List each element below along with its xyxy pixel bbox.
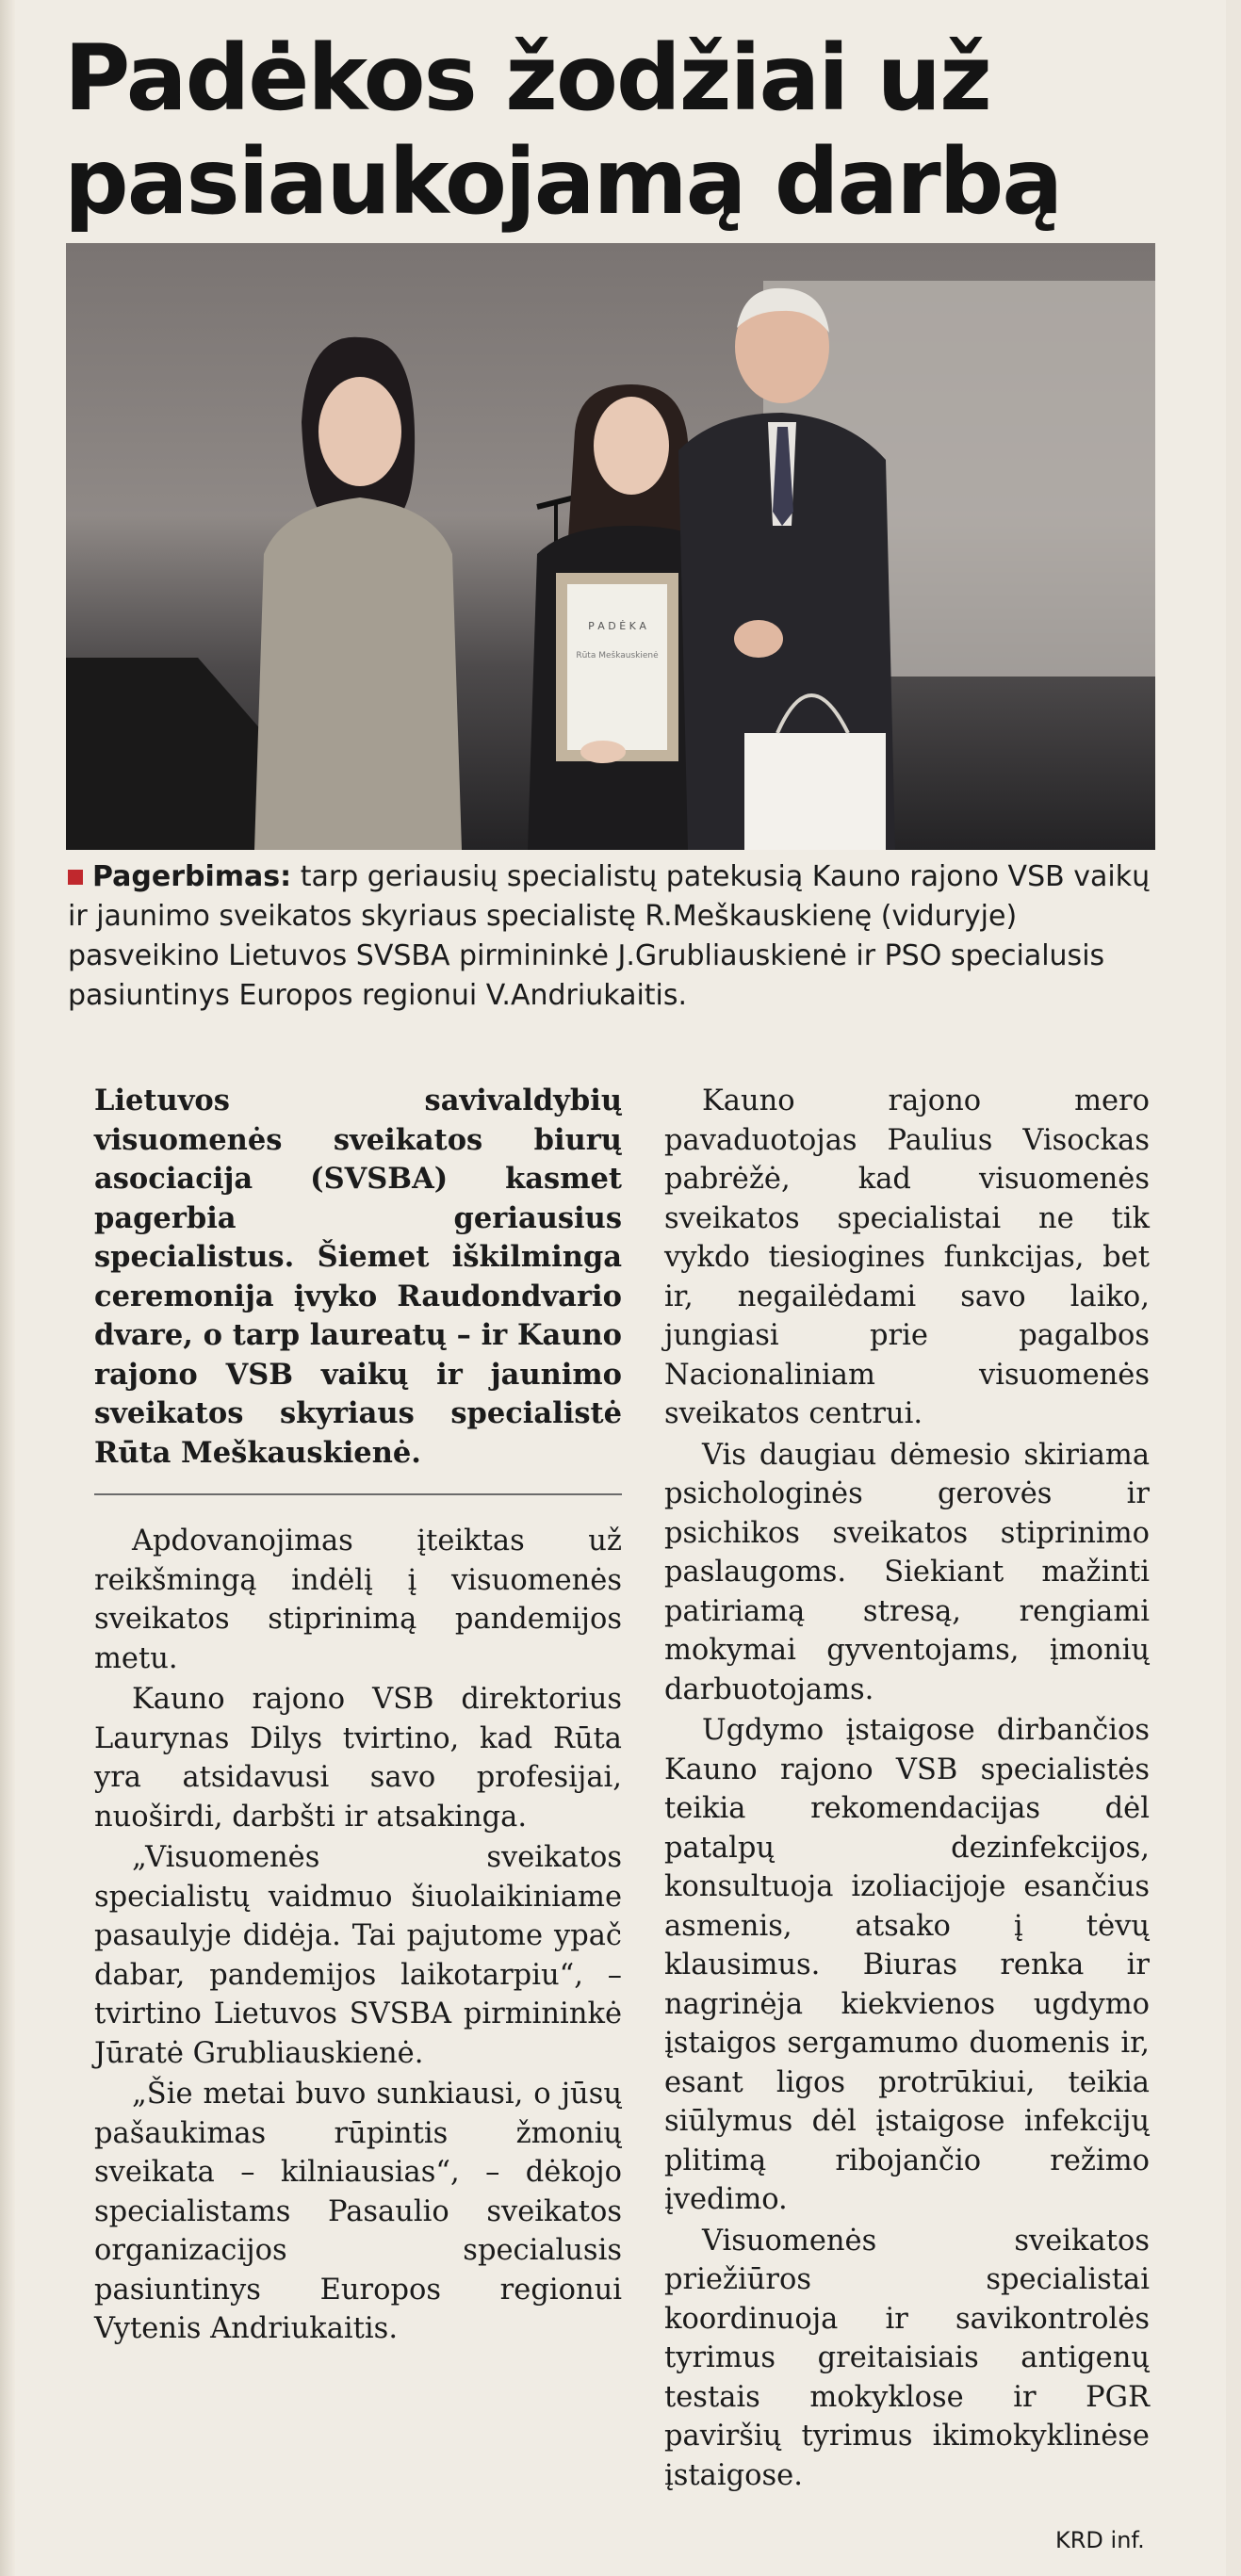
lead-paragraph: Lietuvos savivaldybių visuomenės sveikatos biurų asociacija (SVSBA) kasmet pagerbia geriausius specialistus. Šiemet iškilminga ceremonija įvyko Raudondvario dvare, o tarp laureatų – ir Kauno rajono VSB vaikų ir jaunimo sveikatos skyriaus specialistė Rūta Meškauskienė. (94, 1084, 622, 1470)
caption-bullet (68, 870, 83, 885)
body-paragraph: Kauno rajono VSB direktorius Laurynas Dilys tvirtino, kad Rūta yra atsidavusi savo profesijai, nuoširdi, darbšti ir atsakinga. (94, 1683, 622, 1834)
caption-label: Pagerbimas: (92, 860, 292, 893)
article-column-right (664, 1082, 1150, 2497)
certificate-title: P A D Ė K A (588, 620, 646, 632)
page-edge-right (1226, 0, 1241, 2576)
headline-line-2: pasiaukojamą darbą (64, 129, 1062, 235)
body-paragraph: Vis daugiau dėmesio skiriama psichologinės gerovės ir psichikos sveikatos stiprinimo paslaugoms. Siekiant mažinti patiriamą stresą, rengiami mokymai gyventojams, įmonių darbuotojams. (664, 1438, 1150, 1706)
body-paragraph: „Visuomenės sveikatos specialistų vaidmuo šiuolaikiniame pasaulyje didėja. Tai pajutome ypač dabar, pandemijos laikotarpiu“, – tvirtino Lietuvos SVSBA pirmininkė Jūratė Grubliauskienė. (94, 1841, 622, 2070)
article-column-left (94, 1082, 622, 2351)
headline-line-1: Padėkos žodžiai už (64, 25, 990, 131)
body-paragraph: Kauno rajono mero pavaduotojas Paulius Visockas pabrėžė, kad visuomenės sveikatos specialistai ne tik vykdo tiesiogines funkcijas, bet ir, negailėdami savo laiko, jungiasi prie pagalbos Nacionaliniam visuomenės sveikatos centrui. (664, 1084, 1150, 1430)
body-paragraph: Apdovanojimas įteiktas už reikšmingą indėlį į visuomenės sveikatos stiprinimą pandemijos metu. (94, 1524, 622, 1675)
article-lead (94, 1082, 622, 1473)
caption-text: tarp geriausių specialistų patekusią Kauno rajono VSB vaikų ir jaunimo sveikatos skyriaus specialistę R.Meškauskienę (viduryje) pasveikino Lietuvos SVSBA pirmininkė J.Grubliauskienė ir PSO specialusis pasiuntinys Europos regionui V.Andriukaitis. (68, 860, 1151, 1012)
ceremony-photo (66, 243, 1155, 850)
page-edge-left (0, 0, 15, 2576)
body-paragraph: „Šie metai buvo sunkiausi, o jūsų pašaukimas rūpintis žmonių sveikata – kilniausias“, – dėkojo specialistams Pasaulio sveikatos organizacijos specialusis pasiuntinys Europos regionui Vytenis Andriukaitis. (94, 2078, 622, 2345)
headline (64, 26, 1195, 234)
photo-caption (68, 857, 1157, 1016)
lead-divider (94, 1493, 622, 1495)
certificate-name: Rūta Meškauskienė (576, 651, 659, 660)
body-paragraph: Visuomenės sveikatos priežiūros specialistai koordinuoja ir savikontrolės tyrimus greitaisiais antigenų testais mokyklose ir PGR paviršių tyrimus ikimokyklinėse įstaigose. (664, 2224, 1150, 2492)
ceremony-photo-illustration (66, 243, 1155, 850)
article-credit: KRD inf. (1055, 2527, 1145, 2553)
body-paragraph: Ugdymo įstaigose dirbančios Kauno rajono VSB specialistės teikia rekomendacijas dėl patalpų dezinfekcijos, konsultuoja izoliacijoje esančius asmenis, atsako į tėvų klausimus. Biuras renka ir nagrinėja kiekvienos ugdymo įstaigos sergamumo duomenis ir, esant ligos protrūkiui, teikia siūlymus dėl įstaigose infekcijų plitimą ribojančio režimo įvedimo. (664, 1714, 1150, 2216)
